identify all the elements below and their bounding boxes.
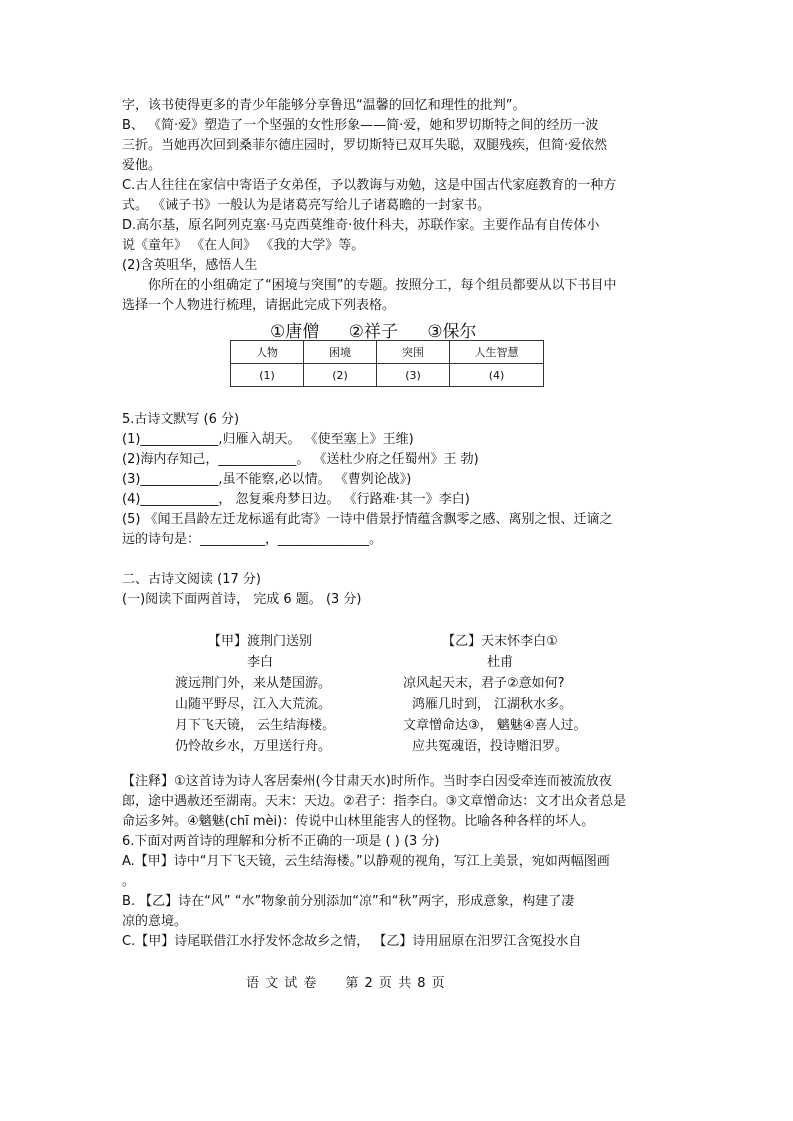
table-header: 突围 [377,341,450,364]
subsection-heading: (2)含英咀华，感悟人生 [122,258,258,273]
text-line: C.古人往往在家信中寄语子女弟侄，予以教诲与劝勉，这是中国古代家庭教育的一种方 [122,178,617,193]
text-line: (1)____________,归雁入胡天。 《使至塞上》王维) [122,432,414,447]
poem-a-line: 月下飞天镜， 云生结海楼。 [175,718,336,733]
annotation-line: 郎，途中遇赦还至湖南。天末：天边。②君子：指李白。③文章憎命达：文才出众者总是 [122,794,627,809]
text-line: 。 [122,874,136,889]
text-line: D.高尔基，原名阿列克塞·马克西莫维奇·彼什科夫，苏联作家。主要作品有自传体小 [122,218,600,233]
text-line: 选择一个人物进行梳理，请据此完成下列表格。 [122,298,396,313]
poem-a-line: 山随平野尽，江入大荒流。 [175,697,332,712]
poem-b-line: 鸿雁几时到， 江湖秋水多。 [412,697,573,712]
page-footer: 语 文 试 卷 第 2 页 共 8 页 [246,976,446,991]
text-line: 三折。当她再次回到桑菲尔德庄园时，罗切斯特已双耳失聪，双腿残疾，但简·爱依然 [122,138,608,153]
table-cell: (2) [304,364,377,387]
table-row [231,364,544,387]
choice-c: C.【甲】诗尾联借江水抒发怀念故乡之情， 【乙】诗用屈原在汨罗江含冤投水自 [122,934,582,949]
text-line: 远的诗句是：__________，______________。 [122,532,383,547]
text-line: B、 《简·爱》塑造了一个坚强的女性形象——简·爱，她和罗切斯特之间的经历一波 [122,118,599,133]
option-2: ②祥子 [348,322,398,342]
text-line: 你所在的小组确定了“困境与突围”的专题。按照分工，每个组员都要从以下书目中 [122,278,617,293]
annotation-line: 命运多舛。④魑魅(chī mèi)：传说中山林里能害人的怪物。比喻各种各样的坏人。 [122,814,595,829]
poem-b-author: 杜甫 [486,655,513,670]
text-line: 凉的意境。 [122,914,188,929]
choice-a: A.【甲】诗中“月下飞天镜，云生结海楼。”以静观的视角，写江上美景，宛如两幅图画 [122,854,610,869]
poem-a-line: 仍怜故乡水，万里送行舟。 [175,739,332,754]
text-line: (3)____________,虽不能察,必以情。 《曹刿论战》) [122,472,412,487]
table-header: 人生智慧 [450,341,544,364]
poem-b-line: 凉风起天末，君子②意如何? [403,676,565,691]
text-line: 字，该书使得更多的青少年能够分享鲁迅“温馨的回忆和理性的批判”。 [122,98,526,113]
poem-a-title: 【甲】渡荆门送别 [207,634,312,649]
table-cell: (1) [231,364,304,387]
table-header: 困境 [304,341,377,364]
choice-b: B. 【乙】诗在“风” “水”物象前分别添加“凉”和“秋”两字，形成意象，构建了凄 [122,894,575,909]
question-heading: 5.古诗文默写 (6 分) [122,412,240,427]
text-line: (一)阅读下面两首诗， 完成 6 题。 (3 分) [122,592,362,607]
question-heading: 6.下面对两首诗的理解和分析不正确的一项是 ( ) (3 分) [122,834,440,849]
text-line: 说《童年》 《在人间》 《我的大学》等。 [122,238,365,253]
annotation-line: 【注释】①这首诗为诗人客居秦州(今甘肃天水)时所作。当时李白因受牵连而被流放夜 [122,774,612,789]
poem-a-author: 李白 [246,655,273,670]
book-options [270,317,501,342]
option-3: ③保尔 [427,322,477,342]
table-header-row [231,341,544,364]
poem-b-title: 【乙】天末怀李白① [442,634,558,649]
text-line: (4)____________， 忽复乘舟梦日边。 《行路难·其一》李白) [122,492,470,507]
poem-b-line: 文章憎命达③， 魑魅④喜人过。 [403,718,587,733]
table-cell: (4) [450,364,544,387]
table-cell: (3) [377,364,450,387]
text-line: 式。 《诫子书》一般认为是诸葛亮写给儿子诸葛瞻的一封家书。 [122,198,491,213]
poem-b-line: 应共冤魂语，投诗赠汨罗。 [412,739,569,754]
text-line: (5) 《闻王昌龄左迁龙标遥有此寄》一诗中借景抒情蕴含飘零之感、离别之恨、迁谪之 [122,512,613,527]
section-heading: 二、古诗文阅读 (17 分) [122,572,261,587]
text-line: 爱他。 [122,158,162,173]
text-line: (2)海内存知己，____________。 《送杜少府之任蜀州》王 勃) [122,452,479,467]
option-1: ①唐僧 [270,322,320,342]
table-header: 人物 [231,341,304,364]
character-table [230,340,544,387]
poem-a-line: 渡远荆门外，来从楚国游。 [175,676,332,691]
